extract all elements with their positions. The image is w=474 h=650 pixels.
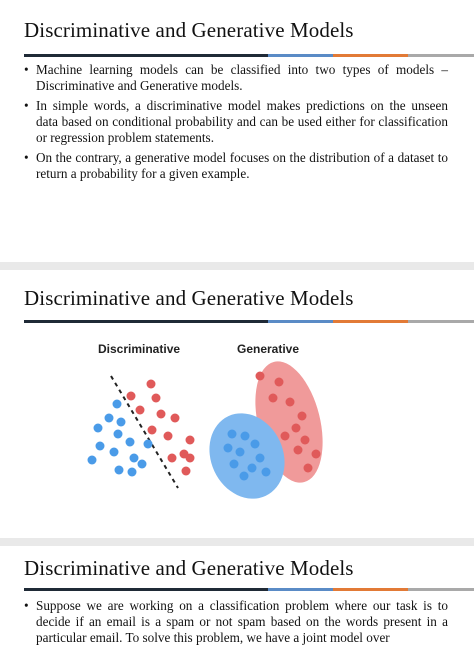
slide-title: Discriminative and Generative Models bbox=[24, 18, 354, 42]
slide-2 bbox=[0, 270, 474, 538]
discriminative-panel bbox=[88, 376, 195, 488]
title-rule bbox=[24, 320, 474, 323]
slide-1 bbox=[0, 0, 474, 262]
bullet-list bbox=[24, 598, 448, 650]
bullet-item: • In simple words, a discriminative model makes predictions on the unseen data based on conditional probability and can be used either for classification or regression problem statements. bbox=[24, 98, 448, 145]
generative-panel bbox=[196, 354, 334, 506]
slide-title: Discriminative and Generative Models bbox=[24, 286, 354, 310]
bullet-item: • Suppose we are working on a classification problem where our task is to decide if an email is a spam or not spam based on the words present in a particular email. To solve this problem, we have a joint model over bbox=[24, 598, 448, 645]
slide-3 bbox=[0, 546, 474, 645]
slide-title: Discriminative and Generative Models bbox=[24, 556, 354, 580]
discriminative-label: Discriminative bbox=[98, 342, 181, 356]
bullet-item: • Machine learning models can be classified into two types of models – Discriminative and Generative models. bbox=[24, 62, 448, 93]
bullet-item: • On the contrary, a generative model focuses on the distribution of a dataset to return a probability for a given example. bbox=[24, 150, 448, 181]
title-rule bbox=[24, 54, 474, 57]
bullet-list bbox=[24, 62, 448, 186]
generative-label: Generative bbox=[237, 342, 300, 356]
slide-separator bbox=[0, 262, 474, 270]
title-rule bbox=[24, 588, 474, 591]
slide-separator bbox=[0, 538, 474, 546]
discriminative-generative-diagram bbox=[80, 336, 380, 506]
